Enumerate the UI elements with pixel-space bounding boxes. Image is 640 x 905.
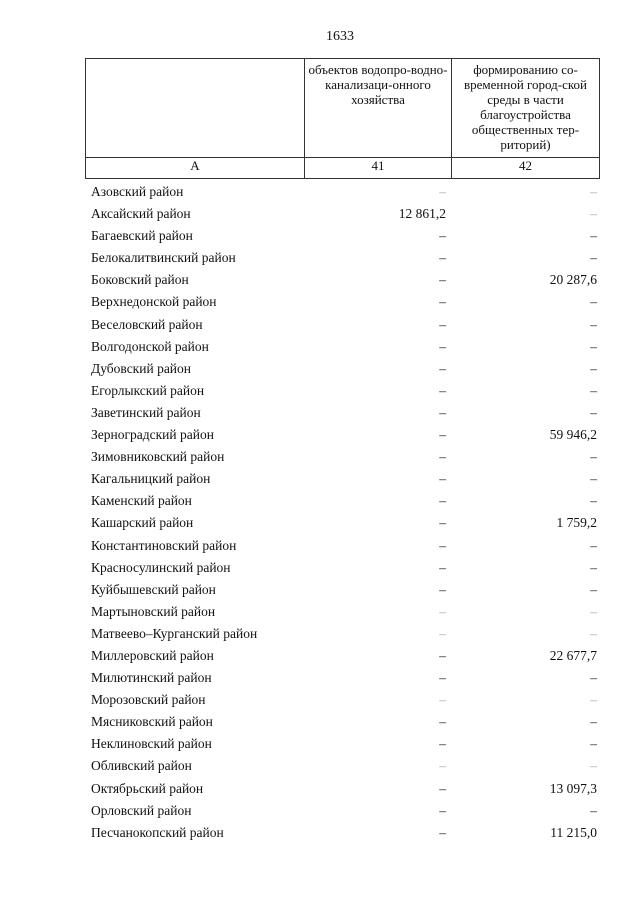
header-cell-water-supply bbox=[305, 59, 452, 158]
value-col-42: – bbox=[590, 184, 597, 199]
region-name: Багаевский район bbox=[91, 228, 193, 244]
value-col-42: 11 215,0 bbox=[550, 824, 597, 840]
table-row bbox=[91, 689, 597, 711]
value-col-42: – bbox=[590, 294, 597, 310]
table-row bbox=[91, 424, 597, 446]
value-col-41: – bbox=[439, 250, 446, 266]
value-col-42: – bbox=[590, 537, 597, 553]
value-col-42: – bbox=[590, 493, 597, 509]
region-name: Орловский район bbox=[91, 802, 192, 818]
value-col-41: 12 861,2 bbox=[398, 206, 446, 222]
value-col-41: – bbox=[439, 427, 446, 443]
region-name: Обливский район bbox=[91, 758, 192, 774]
value-col-41: – bbox=[439, 780, 446, 796]
value-col-41: – bbox=[439, 338, 446, 354]
region-name: Морозовский район bbox=[91, 692, 206, 708]
region-name: Константиновский район bbox=[91, 537, 237, 553]
value-col-41: – bbox=[439, 736, 446, 752]
table-row bbox=[91, 667, 597, 689]
table-row bbox=[91, 535, 597, 557]
value-col-41: – bbox=[439, 692, 446, 708]
value-col-41: – bbox=[439, 802, 446, 818]
table-row bbox=[91, 822, 597, 844]
region-name: Зимовниковский район bbox=[91, 449, 225, 465]
value-col-41: – bbox=[439, 758, 446, 774]
value-col-41: – bbox=[439, 449, 446, 465]
table-row bbox=[91, 800, 597, 822]
value-col-42: – bbox=[590, 338, 597, 354]
header-cell-region bbox=[86, 59, 305, 158]
table-row bbox=[91, 778, 597, 800]
table-row bbox=[91, 579, 597, 601]
value-col-42: – bbox=[590, 449, 597, 465]
value-col-42: – bbox=[590, 736, 597, 752]
value-col-41: – bbox=[439, 316, 446, 332]
table-row bbox=[91, 247, 597, 269]
value-col-41: – bbox=[439, 647, 446, 663]
value-col-42: – bbox=[590, 603, 597, 619]
value-col-41: – bbox=[439, 493, 446, 509]
region-name: Песчанокопский район bbox=[91, 824, 224, 840]
value-col-42: – bbox=[590, 360, 597, 376]
value-col-42: – bbox=[590, 250, 597, 266]
region-name: Заветинский район bbox=[91, 404, 201, 420]
table-row bbox=[91, 380, 597, 402]
region-name: Мартыновский район bbox=[91, 603, 216, 619]
table-row bbox=[91, 358, 597, 380]
region-name: Верхнедонской район bbox=[91, 294, 217, 310]
region-name: Милютинский район bbox=[91, 670, 212, 686]
page-number: 1633 bbox=[326, 29, 354, 44]
region-name: Мясниковский район bbox=[91, 714, 213, 730]
region-name: Волгодонской район bbox=[91, 338, 209, 354]
table-row bbox=[91, 336, 597, 358]
table-row bbox=[91, 468, 597, 490]
header-col-a: А bbox=[86, 158, 305, 179]
table-row bbox=[91, 402, 597, 424]
value-col-41: – bbox=[439, 515, 446, 531]
table-row bbox=[91, 314, 597, 336]
table-row bbox=[91, 181, 597, 203]
table-row bbox=[91, 203, 597, 225]
value-col-42: 20 287,6 bbox=[549, 272, 597, 288]
table-row bbox=[91, 291, 597, 313]
region-name: Миллеровский район bbox=[91, 647, 214, 663]
table-row bbox=[91, 490, 597, 512]
region-name: Куйбышевский район bbox=[91, 581, 216, 597]
header-water-supply-text: объектов водопро-водно-канализаци-онного хозяйства bbox=[308, 62, 448, 107]
table-header bbox=[85, 58, 600, 179]
region-name: Веселовский район bbox=[91, 316, 203, 332]
value-col-41: – bbox=[439, 184, 446, 199]
table-row bbox=[91, 446, 597, 468]
value-col-41: – bbox=[439, 670, 446, 686]
region-name: Кашарский район bbox=[91, 515, 194, 531]
value-col-41: – bbox=[439, 228, 446, 244]
region-name: Азовский район bbox=[91, 184, 184, 199]
region-name: Белокалитвинский район bbox=[91, 250, 236, 266]
value-col-42: – bbox=[590, 228, 597, 244]
table-row bbox=[91, 711, 597, 733]
value-col-42: – bbox=[590, 316, 597, 332]
value-col-42: – bbox=[590, 758, 597, 774]
header-number-row bbox=[86, 158, 600, 179]
region-name: Боковский район bbox=[91, 272, 189, 288]
value-col-41: – bbox=[439, 404, 446, 420]
region-name: Зерноградский район bbox=[91, 427, 214, 443]
value-col-42: 22 677,7 bbox=[549, 647, 597, 663]
value-col-41: – bbox=[439, 272, 446, 288]
region-name: Октябрьский район bbox=[91, 780, 204, 796]
value-col-42: – bbox=[590, 404, 597, 420]
value-col-41: – bbox=[439, 537, 446, 553]
value-col-42: – bbox=[590, 714, 597, 730]
value-col-42: – bbox=[590, 802, 597, 818]
table-row bbox=[91, 601, 597, 623]
table-row bbox=[91, 557, 597, 579]
value-col-42: – bbox=[590, 206, 597, 222]
table-row bbox=[91, 512, 597, 534]
value-col-42: – bbox=[590, 559, 597, 575]
region-name: Каменский район bbox=[91, 493, 192, 509]
header-col-41: 41 bbox=[305, 158, 452, 179]
value-col-41: – bbox=[439, 625, 446, 641]
value-col-41: – bbox=[439, 382, 446, 398]
value-col-42: – bbox=[590, 581, 597, 597]
region-name: Егорлыкский район bbox=[91, 382, 205, 398]
region-name: Аксайский район bbox=[91, 206, 191, 222]
value-col-42: – bbox=[590, 471, 597, 487]
value-col-42: – bbox=[590, 692, 597, 708]
value-col-41: – bbox=[439, 559, 446, 575]
table-row bbox=[91, 623, 597, 645]
table-row bbox=[91, 269, 597, 291]
value-col-42: – bbox=[590, 382, 597, 398]
value-col-42: 1 759,2 bbox=[556, 515, 597, 531]
table-row bbox=[91, 645, 597, 667]
table-row bbox=[91, 755, 597, 777]
table-body bbox=[91, 181, 597, 844]
region-name: Неклиновский район bbox=[91, 736, 212, 752]
value-col-42: – bbox=[590, 670, 597, 686]
value-col-41: – bbox=[439, 360, 446, 376]
value-col-41: – bbox=[439, 581, 446, 597]
header-text-row bbox=[86, 59, 600, 158]
header-col-42: 42 bbox=[452, 158, 600, 179]
value-col-41: – bbox=[439, 714, 446, 730]
header-urban-environment-text: формированию со-временной город-ской среды в части благоустройства общественных тер-риторий) bbox=[464, 62, 587, 152]
table-row bbox=[91, 733, 597, 755]
region-name: Кагальницкий район bbox=[91, 471, 211, 487]
value-col-41: – bbox=[439, 824, 446, 840]
value-col-42: – bbox=[590, 625, 597, 641]
value-col-42: 59 946,2 bbox=[549, 427, 597, 443]
value-col-41: – bbox=[439, 294, 446, 310]
value-col-41: – bbox=[439, 603, 446, 619]
value-col-41: – bbox=[439, 471, 446, 487]
region-name: Матвеево–Курганский район bbox=[91, 625, 258, 641]
value-col-42: 13 097,3 bbox=[549, 780, 597, 796]
region-name: Красносулинский район bbox=[91, 559, 231, 575]
region-name: Дубовский район bbox=[91, 360, 192, 376]
table-row bbox=[91, 225, 597, 247]
header-cell-urban-environment bbox=[452, 59, 600, 158]
